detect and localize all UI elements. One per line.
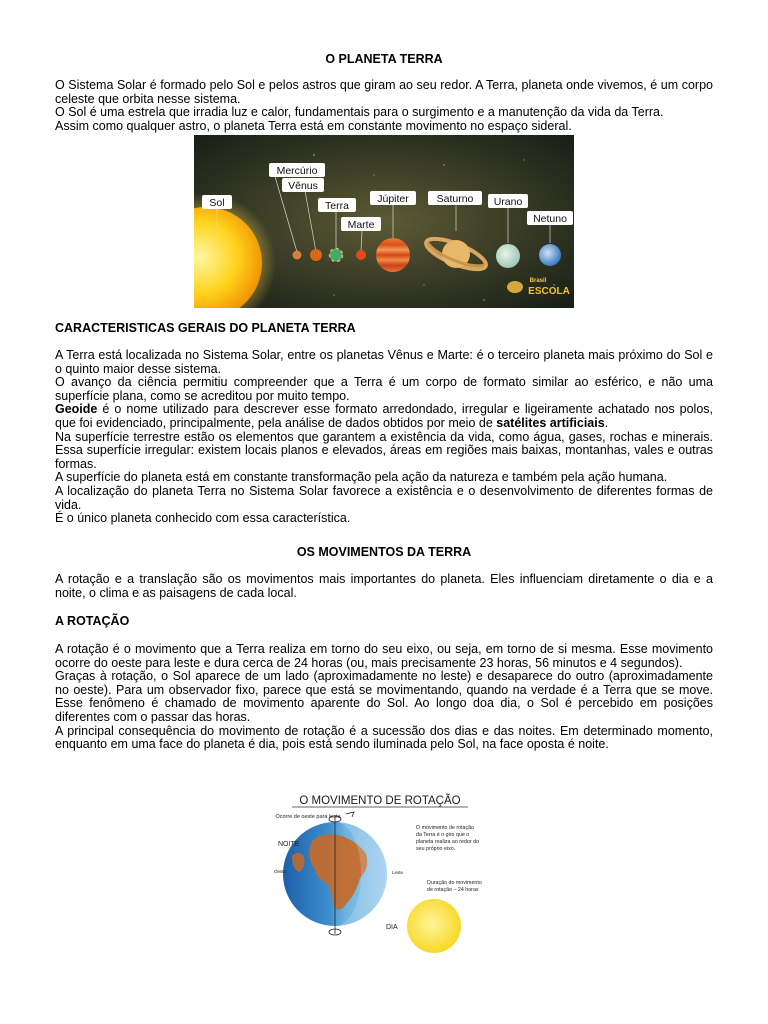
uranus-shape: [496, 244, 520, 268]
label-jupiter: Júpiter: [377, 193, 409, 205]
rotation-heading: A ROTAÇÃO: [55, 614, 130, 628]
duration-caption: [427, 880, 482, 893]
label-urano: Urano: [493, 196, 523, 208]
noite-label: NOITE: [278, 841, 300, 848]
label-terra: Terra: [325, 200, 349, 212]
intro-paragraph-3: Assim como qualquer astro, o planeta Terra está em constante movimento no espaço sideral.: [55, 118, 572, 133]
rotation-diagram-image: [262, 786, 502, 956]
char-paragraph-7: É o único planeta conhecido com essa característica.: [55, 511, 351, 526]
svg-text:Duração do movimento: Duração do movimento: [427, 880, 482, 886]
char-paragraph-1: A Terra está localizada no Sistema Solar, entre os planetas Vênus e Marte: é o terceiro planeta mais próximo do Sol e o quinto maior desse sistema.: [55, 348, 713, 376]
intro-section: [55, 79, 713, 133]
solar-system-image: [194, 135, 574, 308]
mercury-shape: [293, 251, 302, 260]
satelites-term: satélites artificiais: [496, 415, 605, 430]
label-mercurio: Mercúrio: [276, 165, 318, 177]
label-venus: Vênus: [288, 180, 318, 192]
geoide-term: Geoide: [55, 402, 98, 417]
page-title: O PLANETA TERRA: [325, 52, 443, 66]
label-netuno: Netuno: [533, 213, 567, 225]
rotation-section: [55, 643, 713, 752]
mars-shape: [356, 250, 366, 260]
svg-text:O movimento de rotação: O movimento de rotação: [416, 825, 474, 831]
rotation-diagram-title: O MOVIMENTO DE ROTAÇÃO: [299, 795, 461, 807]
rotation-paragraph-2: Graças à rotação, o Sol aparece de um lado (aproximadamente no leste) e desaparece do outro (aproximadamente no oeste). Para um observador fixo, parece que está se movimentando, quando na verdade é a Terra que se move. Esse fenômeno é chamado de movimento aparente do Sol. Ao longo doa dia, o Sol é percebido em posições diferentes com o passar das horas.: [55, 669, 713, 724]
intro-paragraph-2: O Sol é uma estrela que irradia luz e calor, fundamentais para o surgimento e a manutenção da vida da Terra.: [55, 105, 664, 120]
logo-top-text: Brasil: [529, 278, 547, 284]
jupiter-shape: [376, 238, 410, 272]
char-paragraph-5: A superfície do planeta está em constante transformação pela ação da natureza e também pela ação humana.: [55, 470, 668, 485]
venus-shape: [310, 249, 322, 261]
svg-text:da Terra é o giro que o: da Terra é o giro que o: [416, 832, 470, 838]
dia-label: DIA: [386, 924, 398, 931]
char-paragraph-2: O avanço da ciência permitiu compreender que a Terra é um corpo de formato similar ao esférico, e não uma superfície plana, como se acreditou por muito tempo.: [55, 375, 713, 403]
intro-paragraph-1: O Sistema Solar é formado pelo Sol e pelos astros que giram ao seu redor. A Terra, planeta onde vivemos, é um corpo celeste que orbita nesse sistema.: [55, 78, 713, 106]
sun-shape: [407, 899, 461, 953]
svg-text:planeta realiza ao redor do: planeta realiza ao redor do: [416, 839, 480, 845]
char-paragraph-4: Na superfície terrestre estão os elementos que garantem a existência da vida, como água, gases, rochas e minerais. Essa superfície irregular: existem locais planos e elevados, áreas em regiões mais baixas, montanhas, vales e outras formas.: [55, 429, 713, 471]
label-saturno: Saturno: [436, 193, 474, 205]
rotation-paragraph-1: A rotação é o movimento que a Terra realiza em torno do seu eixo, ou seja, em torno de si mesma. Esse movimento ocorre do oeste para leste e dura cerca de 24 horas (ou, mais precisamente 23 horas, 56 minutos e 4 segundos).: [55, 642, 713, 670]
movements-heading: OS MOVIMENTOS DA TERRA: [296, 545, 472, 559]
char-paragraph-6: A localização do planeta Terra no Sistema Solar favorece a existência e o desenvolvimento de diferentes formas de vida.: [55, 483, 713, 512]
char-paragraph-3: Geoide é o nome utilizado para descrever esse formato arredondado, irregular e ligeiramente achatado nos polos, que foi evidenciado, principalmente, pela análise de dados obtidos por meio de satélites artificiais.: [55, 402, 713, 430]
neptune-shape: [539, 244, 561, 266]
characteristics-section: [55, 349, 713, 526]
label-marte: Marte: [347, 219, 375, 231]
characteristics-heading: CARACTERISTICAS GERAIS DO PLANETA TERRA: [55, 321, 356, 335]
svg-text:seu próprio eixo.: seu próprio eixo.: [416, 846, 456, 852]
svg-text:de rotação – 24 horas: de rotação – 24 horas: [427, 887, 479, 893]
leste-label: Leste: [392, 870, 404, 875]
rotation-paragraph-3: A principal consequência do movimento de rotação é a sucessão dos dias e das noites. Em determinado momento, enquanto em uma face do planeta é dia, pois está sendo iluminada pelo Sol, na face oposta é noite.: [55, 723, 713, 752]
movements-paragraph-1: A rotação e a translação são os movimentos mais importantes do planeta. Eles influenciam diretamente o dia e a noite, o clima e as paisagens de cada local.: [55, 572, 713, 600]
label-sol: Sol: [209, 197, 225, 209]
oeste-label: Oeste: [274, 869, 287, 874]
movements-section: [55, 573, 713, 600]
west-east-caption: Ocorre de oeste para leste: [275, 814, 341, 820]
logo-bottom-text: ESCOLA: [528, 286, 570, 297]
